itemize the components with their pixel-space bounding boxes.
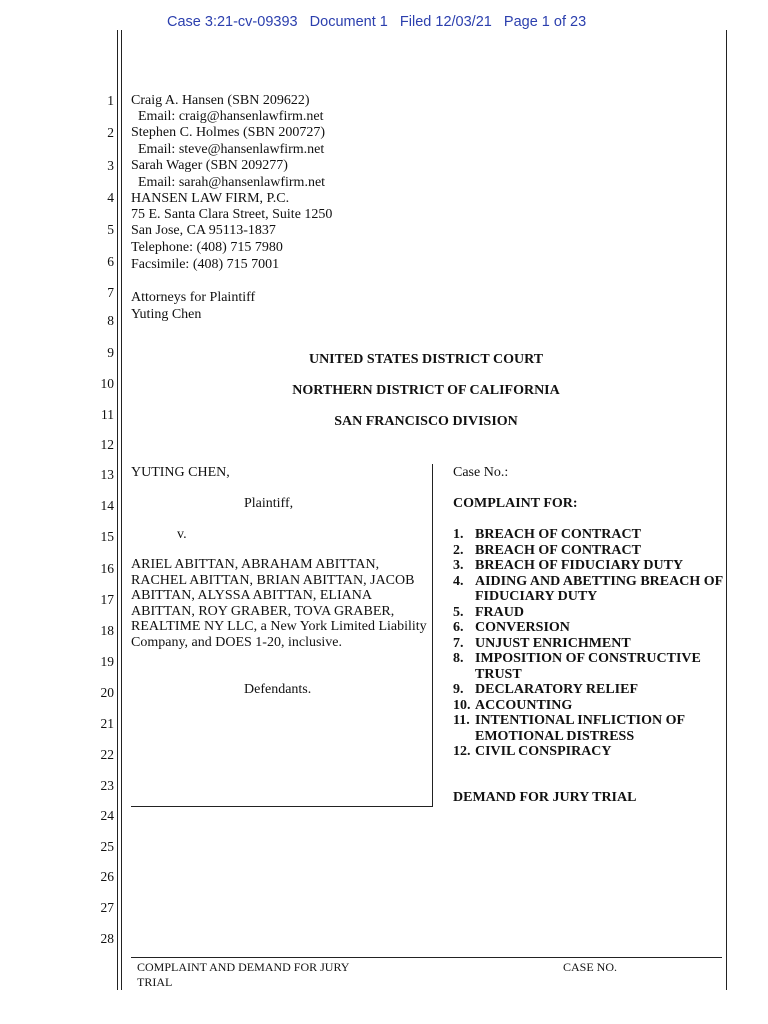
complaint-for-heading: COMPLAINT FOR: [453,496,578,511]
claim-item [453,636,733,652]
claim-title: DECLARATORY RELIEF [475,682,638,697]
claim-number: 2. [453,542,464,558]
claim-number: 7. [453,635,464,651]
line-number: 11 [101,407,114,422]
claim-item [453,558,733,574]
line-number: 19 [100,654,114,669]
claim-number: 4. [453,573,464,589]
line-number: 20 [100,685,114,700]
line-number: 28 [100,931,114,946]
claim-number: 5. [453,604,464,620]
line-number: 23 [100,778,114,793]
claim-title: ACCOUNTING [475,697,573,713]
line-number: 5 [107,222,114,237]
claim-item [453,620,733,636]
attorney-line: Email: steve@hansenlawfirm.net [131,142,325,157]
footer-case-no: CASE NO. [563,960,618,974]
line-number: 6 [107,254,114,269]
attorney-line: Email: craig@hansenlawfirm.net [131,109,324,124]
attorney-line: Facsimile: (408) 715 7001 [131,257,280,272]
line-number: 17 [100,592,114,607]
court-name: UNITED STATES DISTRICT COURT [308,352,544,367]
line-number: 13 [100,467,114,482]
claim-number: 1. [453,527,464,542]
line-number: 1 [107,93,114,108]
claim-title: IMPOSITION OF CONSTRUCTIVE TRUST [475,651,701,682]
line-number: 15 [100,529,114,544]
line-number: 12 [100,437,114,452]
claim-item [453,527,733,543]
line-number: 27 [100,900,114,915]
right-margin-rule [726,30,727,990]
left-margin-rule-inner [121,30,122,990]
line-number: 24 [100,808,114,823]
claim-item [453,682,733,698]
claim-number: 9. [453,682,464,697]
attorney-line: Telephone: (408) 715 7980 [131,240,283,255]
line-number: 2 [107,125,114,140]
claim-title: CONVERSION [475,620,570,635]
claim-item [453,698,733,714]
defendants-role: Defendants. [244,682,312,697]
caption-vertical-rule [432,464,433,807]
claim-title: BREACH OF CONTRACT [475,527,641,542]
claim-title: BREACH OF FIDUCIARY DUTY [475,558,684,573]
attorney-line: Craig A. Hansen (SBN 209622) [131,93,310,108]
line-number: 14 [100,498,114,513]
versus: v. [177,527,187,542]
claim-item [453,543,733,559]
footer-title: COMPLAINT AND DEMAND FOR JURY TRIAL [137,960,350,989]
claim-item [453,713,733,744]
plaintiff-role: Plaintiff, [244,496,294,511]
line-number: 4 [107,190,114,205]
claim-title: UNJUST ENRICHMENT [475,635,631,651]
claim-item [453,651,733,682]
line-number: 7 [107,285,114,300]
case-no-label: Case No.: [453,465,509,480]
line-number: 21 [100,716,114,731]
claim-title: BREACH OF CONTRACT [475,542,641,558]
footer-rule [131,957,722,958]
jury-demand: DEMAND FOR JURY TRIAL [453,790,637,805]
claim-number: 10. [453,697,471,713]
claims-list [453,527,733,760]
attorney-line: Stephen C. Holmes (SBN 200727) [131,125,326,140]
client-name: Yuting Chen [131,307,202,322]
line-number: 18 [100,623,114,638]
claim-item [453,574,733,605]
claim-item [453,605,733,621]
line-number: 8 [107,313,114,328]
line-number: 22 [100,747,114,762]
defendants-names: ARIEL ABITTAN, ABRAHAM ABITTAN, RACHEL ABITTAN, BRIAN ABITTAN, JACOB ABITTAN, ALYSSA ABITTAN, ELIANA ABITTAN, ROY GRABER, TOVA GRABER, REALTIME NY LLC, a New York Limited Liability Company, and DOES 1-20, inclusive. [131,557,427,650]
claim-title: AIDING AND ABETTING BREACH OF FIDUCIARY DUTY [475,573,723,604]
attorney-line: Sarah Wager (SBN 209277) [131,158,288,173]
claim-number: 11. [453,713,470,728]
attorneys-for-label: Attorneys for Plaintiff [131,290,256,305]
plaintiff-name: YUTING CHEN, [131,465,230,480]
line-number: 9 [107,345,114,360]
line-number: 16 [100,561,114,576]
line-number: 26 [100,869,114,884]
case-header: Case 3:21-cv-09393 Document 1 Filed 12/03/21 Page 1 of 23 [167,14,587,30]
attorney-line: HANSEN LAW FIRM, P.C. [131,191,290,206]
claim-number: 3. [453,558,464,573]
court-division: SAN FRANCISCO DIVISION [334,414,518,429]
line-number: 25 [100,839,114,854]
claim-item [453,744,733,760]
attorney-line: Email: sarah@hansenlawfirm.net [131,175,326,190]
claim-title: CIVIL CONSPIRACY [475,744,612,759]
claim-number: 12. [453,744,471,759]
line-number: 3 [107,158,114,173]
claim-title: INTENTIONAL INFLICTION OF EMOTIONAL DISTRESS [475,713,685,744]
attorney-line: San Jose, CA 95113-1837 [131,223,276,238]
caption-bottom-rule [131,806,433,807]
left-margin-rule-outer [117,30,118,990]
line-number: 10 [100,376,114,391]
claim-number: 8. [453,651,464,666]
claim-number: 6. [453,620,464,635]
court-district: NORTHERN DISTRICT OF CALIFORNIA [292,383,560,398]
attorney-line: 75 E. Santa Clara Street, Suite 1250 [131,207,333,222]
claim-title: FRAUD [475,604,524,620]
